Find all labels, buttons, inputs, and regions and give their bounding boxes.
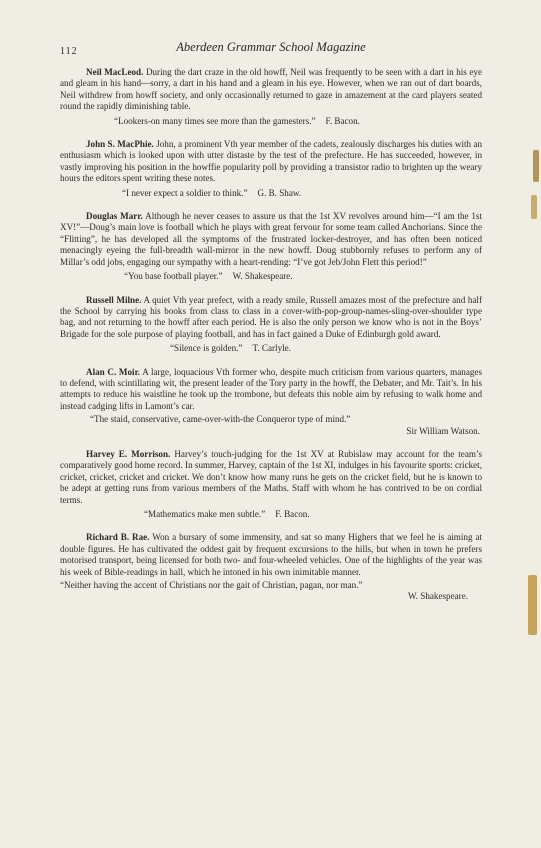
page-number: 112: [60, 46, 78, 57]
quote-text: “Lookers-on many times see more than the gamesters.”: [114, 115, 316, 126]
running-head: [60, 40, 482, 58]
entry-john-macphie: [60, 139, 482, 199]
entry-text: During the dart craze in the old howff, Neil was frequently to be seen with a dart in his eye and gleam in his hand—sorry, a dart in his hand and a gleam in his eye. However, when we ran out of dart boards, Neil withdrew from howff society, and only occasionally returned to gaze in amazement at the card players seated round the rapidly diminishing table.: [60, 67, 483, 112]
margin-mark-top: [533, 150, 539, 182]
entry-text: A quiet Vth year prefect, with a ready smile, Russell amazes most of the prefecture and half the School by carrying his books from class to class in a cover-with-pop-group-names-sling-over-shoulder type bag, and not returning to the howff after each period. He is also the only person we know who is not in the Boys’ Brigade for the sole purpose of playing football, and has in fact gained a Duke of Edinburgh gold award.: [60, 294, 482, 339]
entry-text: Won a bursary of some immensity, and sat so many Highers that we feel he is aiming at double figures. He has cultivated the oddest gait by frequent excursions to the hills, but when in town he prefers motorised transport, being licensed for both two- and four-wheeled vehicles. One of the highlights of the year was his week of Bible-readings in hall, which he intoned in his own inimitable manner.: [60, 532, 483, 577]
margin-mark-middle: [531, 195, 537, 219]
entry-text: Although he never ceases to assure us that the 1st XV revolves around him—“I am the 1st XV!”—Doug’s main love is football which he plays with great fervour for some team called Anchorians. Since the “Flitting”, he has developed all the symptoms of the frustrated locker-destroyer, and has often been noticed menacingly eyeing the full-breadth wall-mirror in the new howff. Doug stubbornly refuses to perform any of Millar’s odd jobs, engaging our sympathy with a heart-rending: “I’ve got Jeb/John Flett this period!”: [60, 211, 482, 267]
entry-name: John S. MacPhie.: [86, 139, 154, 150]
entry-text: A large, loquacious Vth former who, despite much criticism from various quarters, manages to defend, with scintillating wit, the present leader of the Tory party in the howff, the Debater, and Mr. Tait’s. In his attempts to reduce his waistline he took up the trombone, but defeats this noble aim by refusing to walk home and instead cadging lifts in Lamont’s car.: [60, 366, 482, 411]
entry-name: Harvey E. Morrison.: [86, 448, 171, 459]
entry-russell-milne: [60, 295, 482, 355]
quote-attribution: F. Bacon.: [325, 115, 360, 126]
quote-attribution: W. Shakespeare.: [407, 591, 468, 602]
quote-text: “You base football player.”: [124, 271, 223, 282]
quote-attribution: Sir William Watson.: [406, 425, 480, 436]
quote-text: “Neither having the accent of Christians nor the gait of Christian, pagan, nor man.”: [60, 580, 363, 591]
entry-alan-moir: [60, 367, 482, 437]
entry-name: Russell Milne.: [86, 294, 142, 305]
entry-quote: [60, 116, 482, 127]
entry-name: Douglas Marr.: [86, 211, 143, 222]
quote-attribution: G. B. Shaw.: [257, 187, 302, 198]
journal-title: Aberdeen Grammar School Magazine: [176, 40, 366, 54]
entry-name: Richard B. Rae.: [86, 532, 150, 543]
quote-text: “Mathematics make men subtle.”: [144, 509, 266, 519]
entry-quote: [60, 509, 482, 520]
entry-quote: [60, 414, 482, 437]
entry-quote: [60, 580, 482, 603]
quote-text: “Silence is golden.”: [170, 343, 243, 354]
quote-text: “The staid, conservative, came-over-with-the Conqueror type of mind.”: [90, 414, 351, 425]
quote-attribution: T. Carlyle.: [252, 343, 291, 354]
entry-quote: [60, 271, 482, 282]
entry-harvey-morrison: [60, 449, 482, 520]
entry-richard-rae: [60, 532, 482, 602]
entry-text: Harvey’s touch-judging for the 1st XV at Rubislaw may account for the team’s comparatively good home record. In summer, Harvey, captain of the 1st XI, indulges in his favourite sports: cricket, cricket, cricket, cricket and cricket. We don’t know how many runs he gets on the cricket field, but he is known to be adept at getting runs from various members of the Maths. Staff with whom he has contrived to be on cordial terms.: [60, 448, 482, 505]
quote-attribution: F. Bacon.: [275, 509, 310, 519]
entry-quote: [60, 188, 482, 199]
entry-neil-macleod: [60, 67, 482, 127]
magazine-page: [60, 40, 482, 615]
quote-attribution: W. Shakespeare.: [232, 271, 293, 282]
entry-quote: [60, 343, 482, 354]
entry-name: Alan C. Moir.: [86, 366, 141, 377]
margin-mark-bottom: [528, 575, 537, 635]
entry-douglas-marr: [60, 211, 482, 282]
entry-text: John, a prominent Vth year member of the cadets, zealously discharges his duties with an enthusiasm which is looked upon with utter distaste by the test of the prefecture. He has succeeded, however, in vastly improving his position in the howffie popularity poll by providing a transistor radio to brighten up the weary hours the editors spent writing these notes.: [60, 139, 483, 184]
entry-name: Neil MacLeod.: [86, 67, 144, 77]
quote-text: “I never expect a soldier to think.”: [122, 187, 248, 198]
